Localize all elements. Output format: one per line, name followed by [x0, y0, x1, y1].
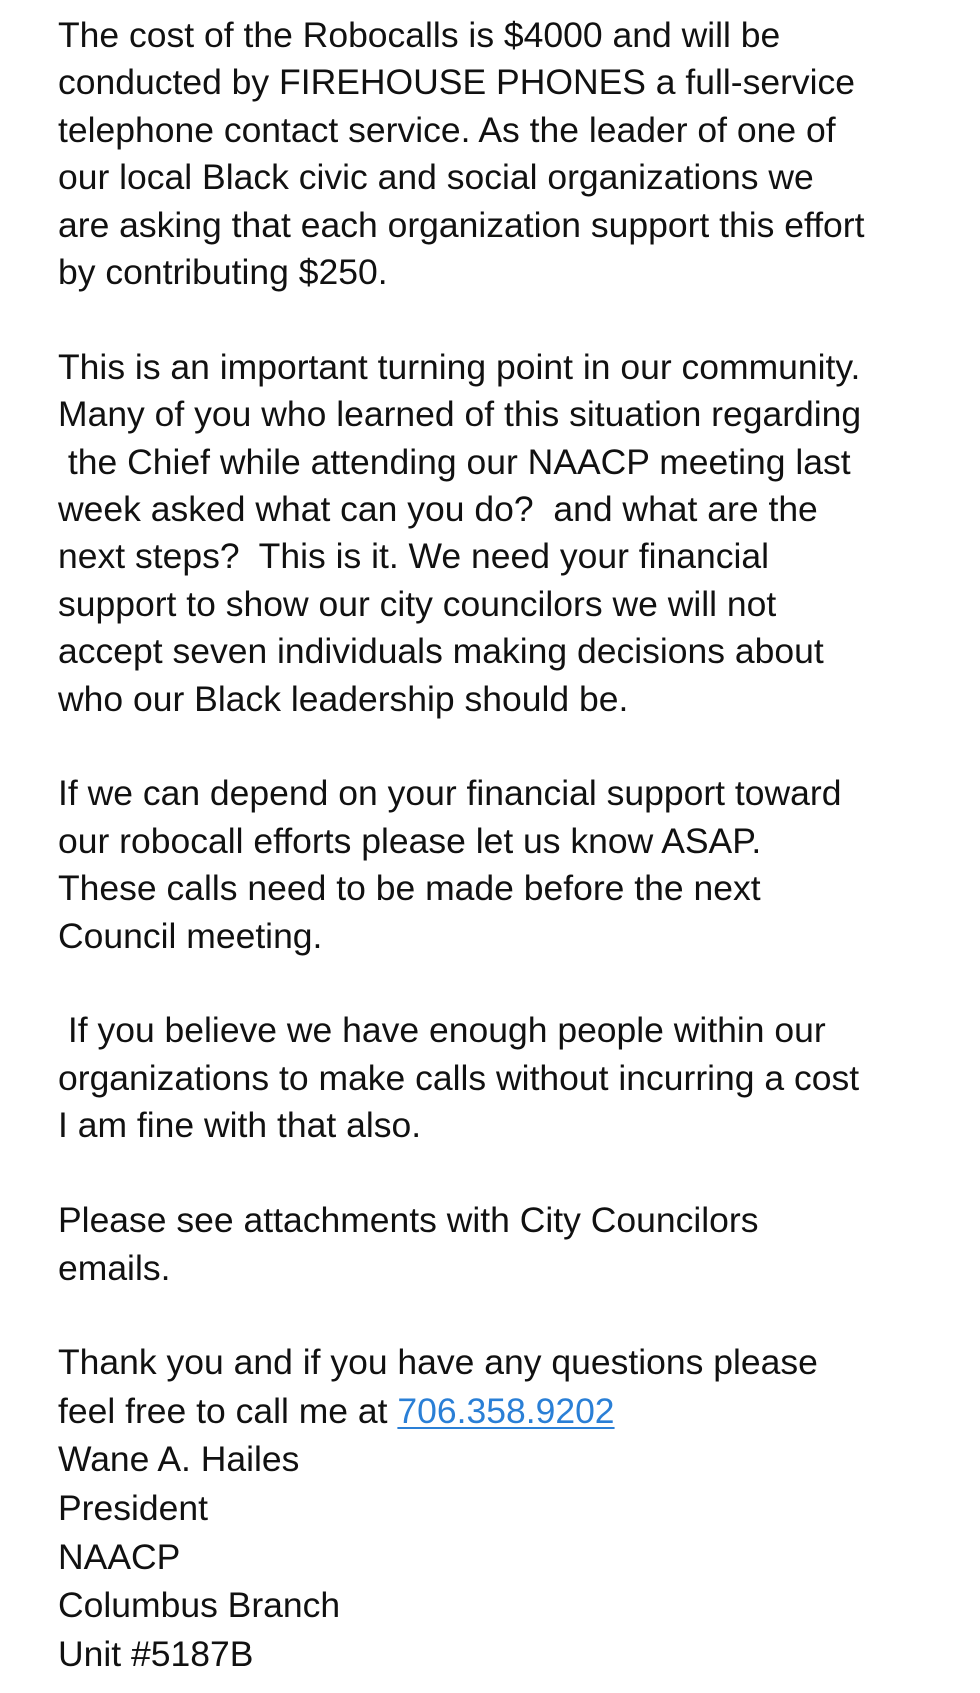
text-line: conducted by FIREHOUSE PHONES a full-service [58, 62, 856, 103]
text-line: If we can depend on your financial support toward [58, 773, 842, 814]
text-line: the Chief while attending our NAACP meeting last [58, 441, 851, 482]
text-line: emails. [58, 1247, 171, 1288]
closing-phone-line [58, 1388, 958, 1435]
text-line: If you believe we have enough people within our [58, 1010, 826, 1051]
text-line: The cost of the Robocalls is $4000 and will be [58, 15, 781, 55]
email-body [58, 12, 958, 1678]
text-line: our robocall efforts please let us know ASAP. [58, 820, 762, 861]
text-line: Please see attachments with City Councilors [58, 1200, 759, 1241]
text-line: week asked what can you do? and what are the [58, 489, 818, 530]
signature-title: President [58, 1488, 208, 1529]
paragraph-volunteer-calls [58, 1007, 958, 1149]
text-line: This is an important turning point in our community. [58, 346, 861, 387]
signature-branch: Columbus Branch [58, 1585, 341, 1626]
text-line: by contributing $250. [58, 252, 388, 293]
paragraph-financial-support [58, 770, 958, 960]
text-line: telephone contact service. As the leader of one of [58, 109, 836, 150]
paragraph-robocall-cost [58, 12, 958, 296]
signature-org: NAACP [58, 1536, 181, 1577]
text-line: Many of you who learned of this situation regarding [58, 394, 862, 435]
text-line: are asking that each organization support this effort [58, 204, 865, 245]
text-line: accept seven individuals making decisions about [58, 631, 824, 672]
text-line: Council meeting. [58, 915, 323, 956]
text-line: support to show our city councilors we will not [58, 583, 777, 624]
paragraph-turning-point [58, 344, 958, 723]
text-line: I am fine with that also. [58, 1105, 422, 1146]
text-line: These calls need to be made before the next [58, 868, 761, 909]
closing-line: Thank you and if you have any questions please [58, 1342, 818, 1383]
text-line: who our Black leadership should be. [58, 678, 629, 719]
closing-and-signature [58, 1339, 958, 1678]
text-line: next steps? This is it. We need your financial [58, 536, 770, 577]
phone-link[interactable]: 706.358.9202 [397, 1390, 615, 1431]
signature-name: Wane A. Hailes [58, 1439, 300, 1480]
text-line: organizations to make calls without incurring a cost [58, 1057, 860, 1098]
closing-phone-prefix: feel free to call me at [58, 1390, 398, 1431]
paragraph-attachments [58, 1197, 958, 1292]
signature-unit: Unit #5187B [58, 1633, 254, 1674]
text-line: our local Black civic and social organizations we [58, 157, 814, 198]
